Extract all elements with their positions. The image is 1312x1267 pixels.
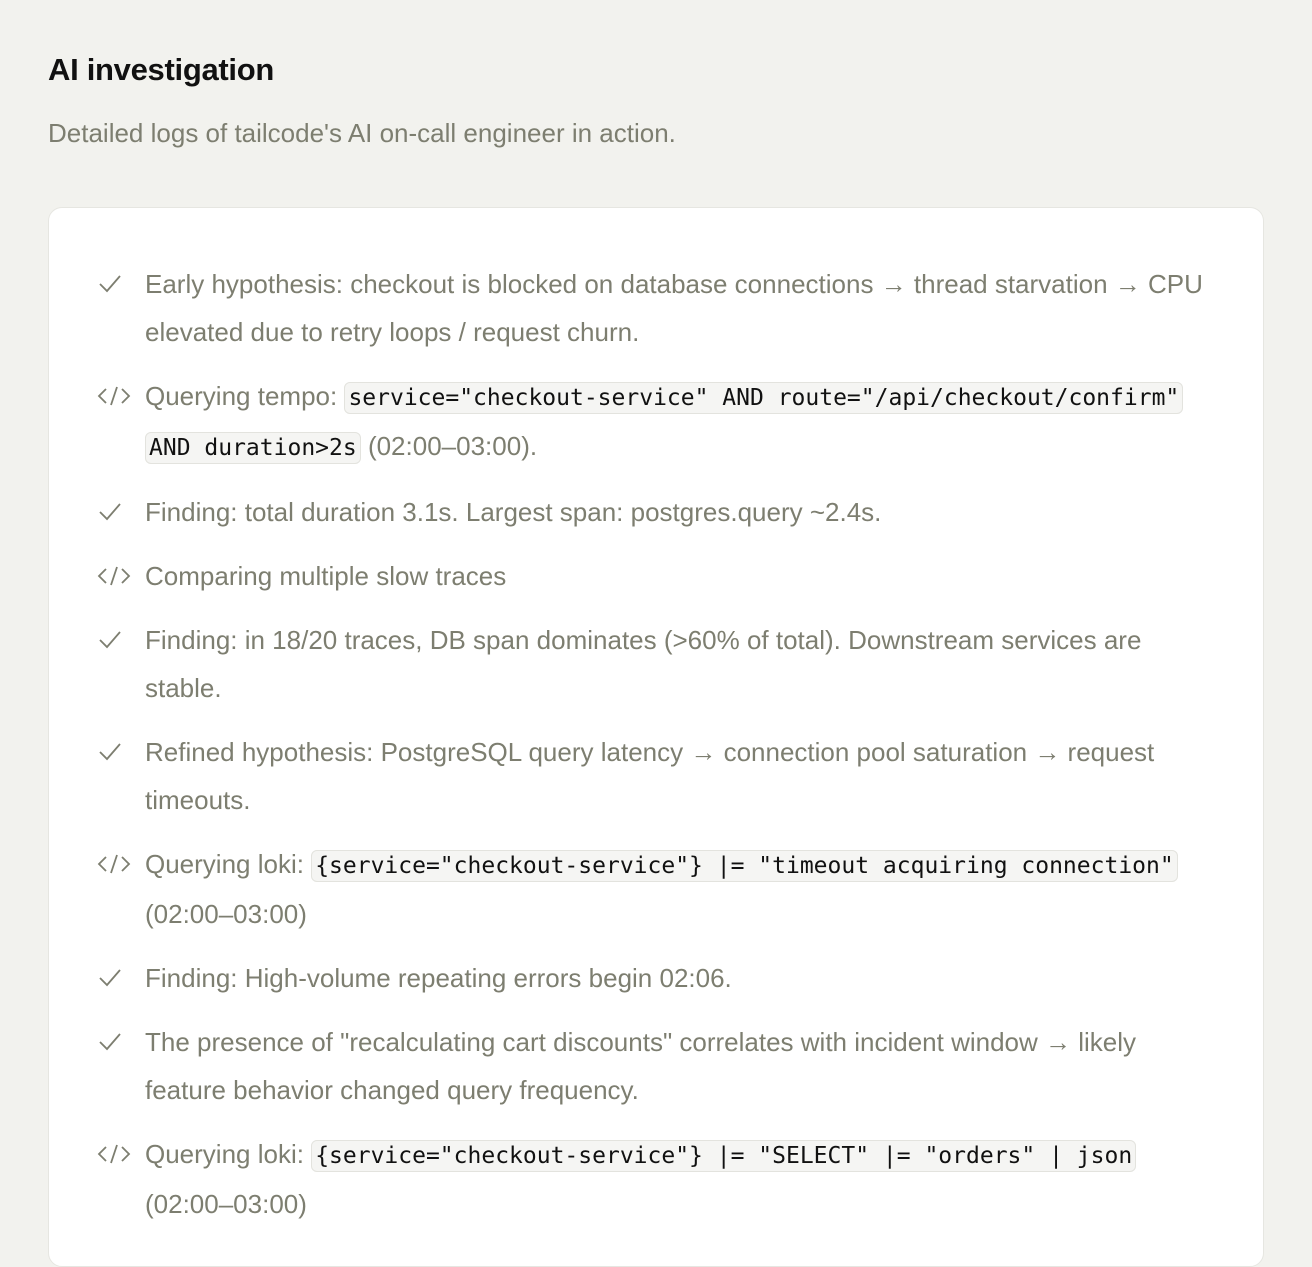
step-text: Early hypothesis: checkout is blocked on database connections → thread starvation → CPU elevated due to retry loops / request churn. <box>145 269 1203 347</box>
log-step <box>97 372 1207 472</box>
step-text: Finding: total duration 3.1s. Largest span: postgres.query ~2.4s. <box>145 497 882 527</box>
step-prefix: Querying loki: <box>145 849 312 879</box>
step-text: Finding: in 18/20 traces, DB span dominates (>60% of total). Downstream services are stable. <box>145 625 1142 703</box>
check-icon <box>97 616 145 664</box>
log-step <box>97 728 1207 824</box>
log-step <box>97 1018 1207 1114</box>
investigation-steps <box>97 260 1207 1244</box>
code-icon <box>97 840 145 888</box>
log-step <box>97 616 1207 712</box>
code-icon <box>97 552 145 600</box>
step-text: Finding: High-volume repeating errors begin 02:06. <box>145 963 732 993</box>
step-prefix: Querying tempo: <box>145 381 345 411</box>
log-step <box>97 488 1207 536</box>
check-icon <box>97 728 145 776</box>
step-text: The presence of "recalculating cart discounts" correlates with incident window → likely feature behavior changed query frequency. <box>145 1027 1137 1105</box>
code-icon <box>97 1130 145 1178</box>
step-text: Refined hypothesis: PostgreSQL query latency → connection pool saturation → request timeouts. <box>145 737 1155 815</box>
step-suffix: (02:00–03:00) <box>145 899 307 929</box>
step-text: Comparing multiple slow traces <box>145 561 507 591</box>
query-code: {service="checkout-service"} |= "SELECT" |= "orders" | json <box>311 1140 1136 1172</box>
log-step <box>97 260 1207 356</box>
check-icon <box>97 488 145 536</box>
step-suffix: (02:00–03:00) <box>145 1189 307 1219</box>
log-step <box>97 954 1207 1002</box>
code-icon <box>97 372 145 420</box>
step-suffix: (02:00–03:00). <box>360 431 538 461</box>
check-icon <box>97 1018 145 1066</box>
query-code: {service="checkout-service"} |= "timeout acquiring connection" <box>311 850 1178 882</box>
investigation-log-card <box>48 207 1264 1267</box>
page-title: AI investigation <box>48 52 275 87</box>
check-icon <box>97 260 145 308</box>
log-step <box>97 1130 1207 1228</box>
query-code: service="checkout-service" AND route="/api/checkout/confirm" AND duration>2s <box>145 382 1183 464</box>
step-prefix: Querying loki: <box>145 1139 312 1169</box>
log-step <box>97 840 1207 938</box>
page-subtitle: Detailed logs of tailcode's AI on-call engineer in action. <box>48 118 676 148</box>
log-step <box>97 552 1207 600</box>
check-icon <box>97 954 145 1002</box>
